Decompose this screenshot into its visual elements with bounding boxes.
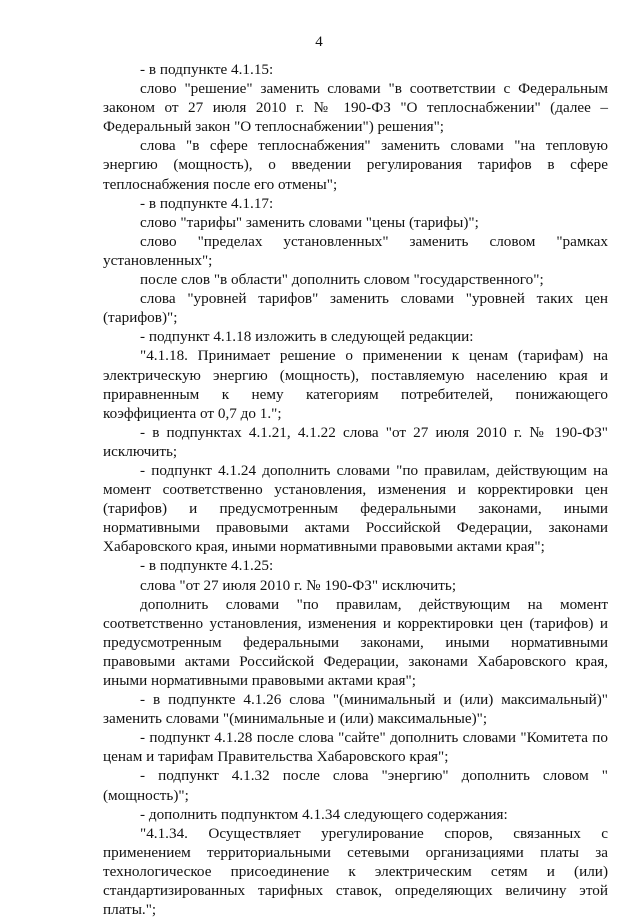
- paragraph: "4.1.34. Осуществляет урегулирование споров, связанных с применением территориальными сетевыми организациями платы за технологическое присоединение к электрическим сетям и (или) стандартизированных тарифных ставок, определяющих величину этой платы.";: [103, 824, 608, 919]
- paragraph: - подпункт 4.1.18 изложить в следующей редакции:: [140, 328, 474, 346]
- paragraph: - в подпункте 4.1.25:: [140, 557, 274, 575]
- page-number: 4: [315, 34, 323, 50]
- paragraph: "4.1.18. Принимает решение о применении к ценам (тарифам) на электрическую энергию (мощность), поставляемую населению края и приравненным к нему категориям потребителей, понижающего коэффициента от 0,7 до 1.";: [103, 347, 608, 422]
- paragraph: - в подпункте 4.1.26 слова "(минимальный и (или) максимальный)" заменить словами "(минимальные и (или) максимальные)";: [103, 691, 608, 728]
- paragraph: после слов "в области" дополнить словом "государственного";: [140, 271, 544, 289]
- paragraph: слово "тарифы" заменить словами "цены (тарифы)";: [140, 213, 479, 231]
- paragraph: - в подпунктах 4.1.21, 4.1.22 слова "от 27 июля 2010 г. № 190-ФЗ" исключить;: [103, 423, 608, 460]
- paragraph: слова "от 27 июля 2010 г. № 190-ФЗ" исключить;: [140, 576, 457, 594]
- paragraph: дополнить словами "по правилам, действующим на момент соответственно установления, изменения и корректировки цен (тарифов) и предусмотренным федеральными законами, иными нормативными правовыми актами Российской Федерации, законами Хабаровского края, иными нормативными правовыми актами края";: [103, 595, 608, 689]
- paragraph: слово "решение" заменить словами "в соответствии с Федеральным законом от 27 июля 2010 г. № 190-ФЗ "О теплоснабжении" (далее – Федеральный закон "О теплоснабжении") решения";: [103, 80, 608, 136]
- paragraph: - в подпункте 4.1.17:: [140, 194, 274, 212]
- paragraph: слова "в сфере теплоснабжения" заменить словами "на тепловую энергию (мощность), о введении регулирования тарифов в сфере теплоснабжения после его отмены";: [103, 137, 608, 193]
- paragraph: - подпункт 4.1.32 после слова "энергию" дополнить словом "(мощность)";: [103, 767, 608, 804]
- paragraph: - в подпункте 4.1.15:: [140, 61, 274, 78]
- paragraph: - подпункт 4.1.28 после слова "сайте" дополнить словами "Комитета по ценам и тарифам Правительства Хабаровского края";: [103, 729, 608, 766]
- paragraph: слово "пределах установленных" заменить словом "рамках установленных";: [103, 232, 608, 269]
- paragraph: слова "уровней тарифов" заменить словами "уровней таких цен (тарифов)";: [103, 290, 608, 327]
- paragraph: - подпункт 4.1.24 дополнить словами "по правилам, действующим на момент соответственно установления, изменения и корректировки цен (тарифов) и предусмотренным федеральными законами, иными нормативными правовыми актами Российской Федерации, законами Хабаровского края, иными нормативными правовыми актами края";: [103, 461, 608, 556]
- paragraph: - дополнить подпунктом 4.1.34 следующего содержания:: [140, 805, 508, 823]
- document-body: [103, 60, 608, 919]
